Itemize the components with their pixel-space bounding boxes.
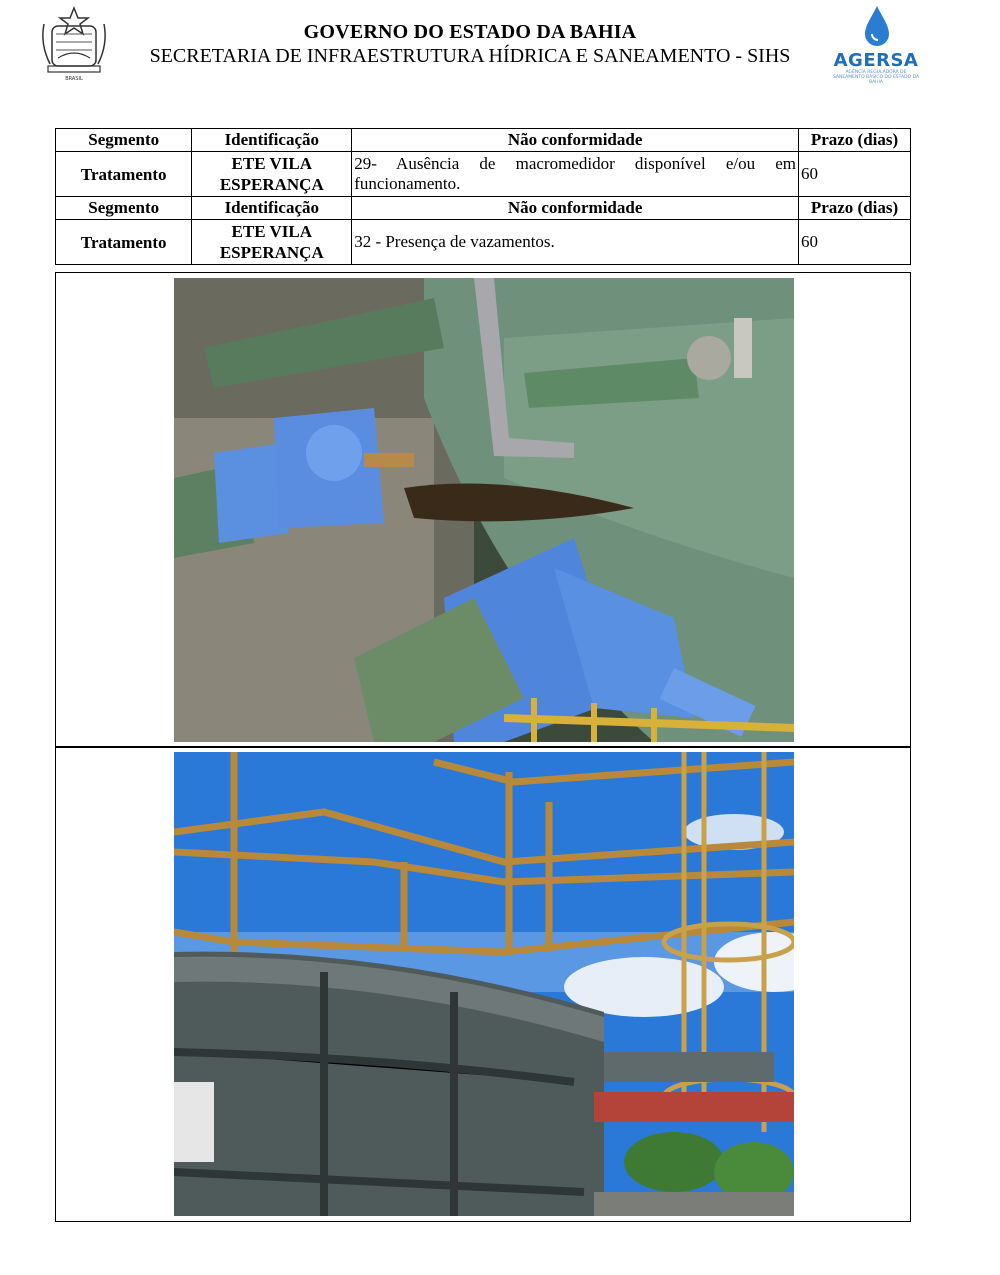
photo-cell-leak [55,272,911,748]
document-header [0,0,1000,100]
header-text [110,20,830,68]
cell-identificacao: ETE VILA ESPERANÇA [192,152,352,197]
agersa-name: AGERSA [833,50,919,71]
photo-cell-tank [55,746,911,1222]
crest-label: BRASIL [65,76,83,82]
col-header-segmento: Segmento [56,129,192,152]
cell-prazo: 60 [799,220,911,265]
col-header-identificacao: Identificação [192,197,352,220]
cell-prazo: 60 [799,152,911,197]
table-header-row [56,129,911,152]
col-header-nao-conformidade: Não conformidade [352,129,799,152]
table-row [56,152,911,197]
col-header-identificacao: Identificação [192,129,352,152]
agersa-tagline: AGÊNCIA REGULADORA DE SANEAMENTO BÁSICO DO ESTADO DA BAHIA [832,70,920,85]
nonconformity-table [55,128,911,265]
col-header-segmento: Segmento [56,197,192,220]
valve-leak-photo [174,278,794,742]
cell-segmento: Tratamento [56,220,192,265]
tank-railing-photo [174,752,794,1216]
bahia-coat-of-arms-icon [38,4,110,82]
cell-nao-conformidade: 29- Ausência de macromedidor disponível e/ou em funcionamento. [352,152,799,197]
agersa-logo [826,2,926,84]
cell-identificacao: ETE VILA ESPERANÇA [192,220,352,265]
col-header-prazo: Prazo (dias) [799,129,911,152]
col-header-nao-conformidade: Não conformidade [352,197,799,220]
cell-segmento: Tratamento [56,152,192,197]
table-header-row [56,197,911,220]
cell-nao-conformidade: 32 - Presença de vazamentos. [352,220,799,265]
col-header-prazo: Prazo (dias) [799,197,911,220]
table-row [56,220,911,265]
page-title: GOVERNO DO ESTADO DA BAHIA [303,21,637,43]
water-drop-icon [862,4,892,48]
page-subtitle: SECRETARIA DE INFRAESTRUTURA HÍDRICA E SANEAMENTO - SIHS [149,45,791,67]
